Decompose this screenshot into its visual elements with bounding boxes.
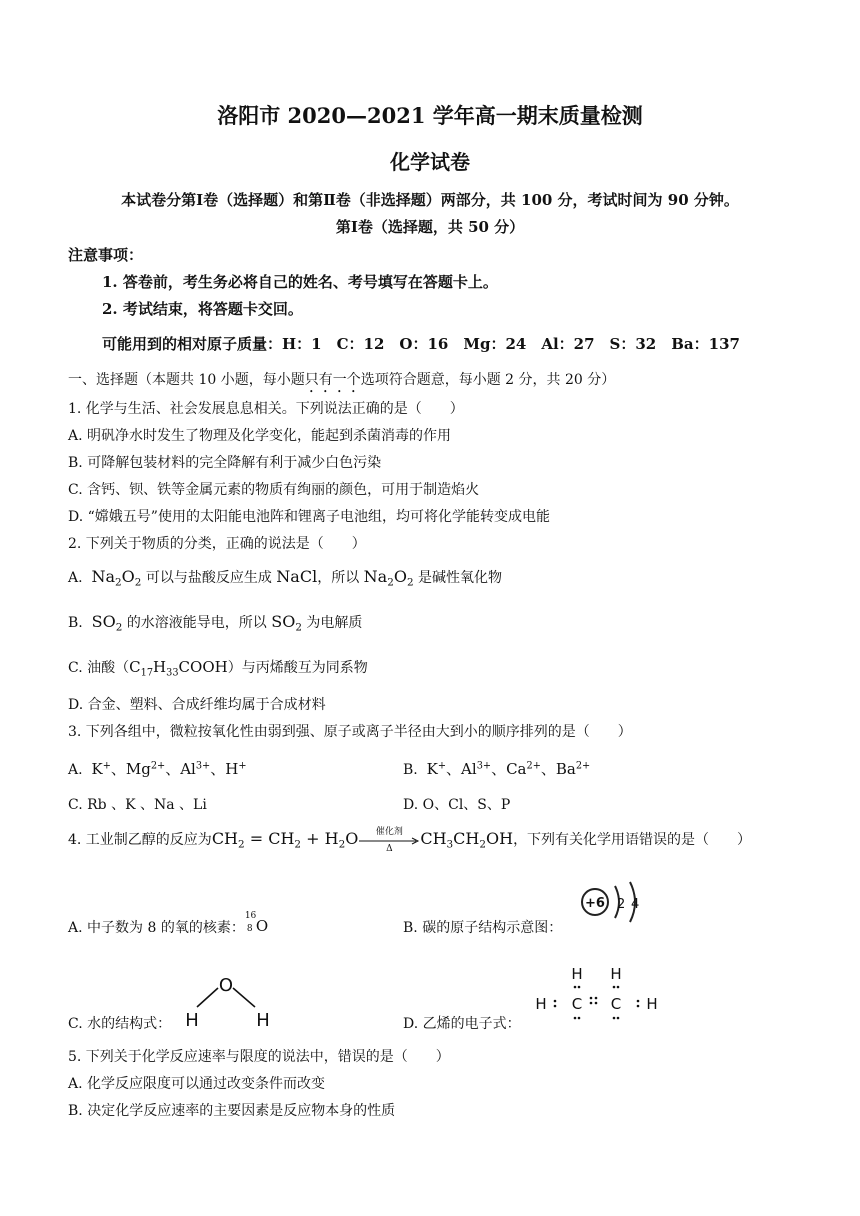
part1-title: 第Ⅰ卷（选择题，共 50 分）: [335, 218, 525, 236]
q4-option-c: C. 水的结构式：: [68, 1016, 172, 1032]
svg-text:H: H: [571, 965, 583, 983]
svg-text:C: C: [610, 995, 622, 1013]
q2-option-b: B. $SO_2$ 的水溶液能导电，所以 $SO_2$ 为电解质: [68, 612, 363, 634]
svg-text:H: H: [610, 965, 622, 983]
q1-option-c: C. 含钙、钡、铁等金属元素的物质有绚丽的颜色，可用于制造焰火: [68, 482, 480, 498]
q5-stem: 5. 下列关于化学反应速率与限度的说法中，错误的是（ ）: [68, 1049, 450, 1065]
carbon-atom-structure-diagram: [575, 878, 647, 940]
note-item-2: 2. 考试结束，将答题卡交回。: [102, 300, 303, 318]
q4-option-b: B. 碳的原子结构示意图：: [403, 920, 563, 936]
q3-option-b: B. K+、$Al^{3+}$、$Ca^{2+}$、$Ba^{2+}$: [403, 760, 591, 778]
q3-stem: 3. 下列各组中，微粒按氧化性由弱到强、原子或离子半径由大到小的顺序排列的是（ ）: [68, 724, 632, 740]
exam-intro: 本试卷分第Ⅰ卷（选择题）和第Ⅱ卷（非选择题）两部分，共 100 分，考试时间为 90 分钟。: [121, 191, 739, 209]
q2-stem: 2. 下列关于物质的分类，正确的说法是（ ）: [68, 536, 366, 552]
svg-text:4: 4: [631, 897, 640, 912]
q1-option-b: B. 可降解包装材料的完全降解有利于减少白色污染: [68, 455, 382, 471]
catalyst-label: 催化剂: [375, 827, 403, 837]
q2-option-d: D. 合金、塑料、合成纤维均属于合成材料: [68, 697, 326, 713]
note-item-1: 1. 答卷前，考生务必将自己的姓名、考号填写在答题卡上。: [102, 273, 498, 291]
q4-stem: 4. 工业制乙醇的反应为$CH_2 = CH_2 + H_2O$ 催化剂 Δ $CH_3CH_2OH$，下列有关化学用语错误的是（ ）: [68, 829, 751, 849]
page-title: 洛阳市 2020—2021 学年高一期末质量检测: [217, 103, 643, 128]
svg-text:H: H: [256, 1010, 270, 1030]
q4-option-a: A. 中子数为 8 的氧的核素： 16 8 O: [68, 911, 269, 936]
svg-text:H: H: [535, 995, 547, 1013]
q1-stem: 1. 化学与生活、社会发展息息相关。下列说法正确的是（ ）: [68, 401, 464, 417]
svg-text:H: H: [185, 1010, 199, 1030]
svg-text:H: H: [646, 995, 658, 1013]
q5-option-a: A. 化学反应限度可以通过改变条件而改变: [68, 1076, 326, 1092]
q5-option-b: B. 决定化学反应速率的主要因素是反应物本身的性质: [68, 1103, 396, 1119]
svg-text:+6: +6: [585, 896, 605, 911]
ethylene-electron-formula: [530, 960, 670, 1030]
section1-heading: 一、选择题（本题共 10 小题，每小题只有一个选项符合题意，每小题 2 分，共 20 分）: [68, 372, 616, 388]
q2-option-c: C. 油酸$(C_{17}H_{33}COOH)$与丙烯酸互为同系物: [68, 658, 368, 679]
q2-option-a: A. $Na_2O_2$ 可以与盐酸反应生成 NaCl，所以 $Na_2O_2$ 是碱性氧化物: [68, 567, 503, 589]
q1-option-a: A. 明矾净水时发生了物理及化学变化，能起到杀菌消毒的作用: [68, 428, 452, 444]
q3-option-c: C. Rb 、K 、Na 、Li: [68, 797, 207, 813]
heat-label: Δ: [386, 844, 393, 854]
notes-heading: 注意事项：: [68, 246, 144, 264]
q1-option-d: D. “嫦娥五号”使用的太阳能电池阵和锂离子电池组，均可将化学能转变成电能: [68, 509, 550, 525]
water-structural-formula: [180, 972, 280, 1030]
page-subtitle: 化学试卷: [390, 150, 470, 174]
q3-option-d: D. O、Cl、S、P: [403, 797, 511, 813]
svg-text:O: O: [218, 975, 234, 996]
svg-text:C: C: [571, 995, 583, 1013]
svg-text:2: 2: [617, 897, 626, 912]
q4-option-d: D. 乙烯的电子式：: [403, 1016, 521, 1032]
q3-option-a: A. K+、$Mg^{2+}$、$Al^{3+}$、H+: [68, 760, 247, 778]
atomic-mass-line: 可能用到的相对原子质量：H：1 C：12 O：16 Mg：24 Al：27 S：32 Ba：137: [102, 335, 740, 353]
